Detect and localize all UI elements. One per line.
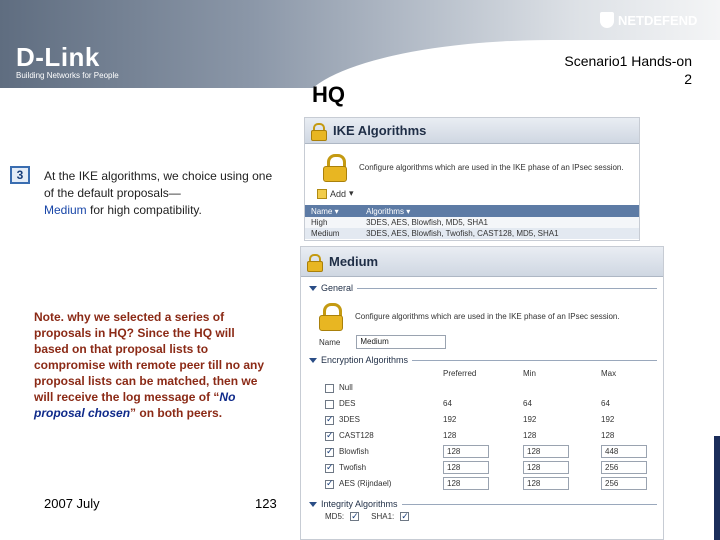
algorithm-max-value[interactable]: 448 [601,445,647,458]
algorithm-label: Blowfish [339,447,369,456]
algorithm-preferred-value: 128 [443,431,457,440]
algorithm-preferred-value: 64 [443,399,452,408]
panel-header [301,247,663,277]
note-part1: Note. why we selected a series of proposals in HQ? Since the HQ will based on that proposal lists to compromise with remote peer till no any proposal lists can be matched, then we will receive the log message of “ [34,310,265,404]
chevron-down-icon: ▾ [349,188,354,198]
algorithm-checkbox[interactable] [325,448,334,457]
name-label: Name [319,337,341,347]
algorithm-label: CAST128 [339,431,374,440]
algorithm-preferred-value[interactable]: 128 [443,461,489,474]
add-icon [317,189,327,199]
algorithm-preferred-value: 192 [443,415,457,424]
page-title: HQ [312,82,345,107]
panel-description-row [305,144,639,182]
note-part2: ” on both peers. [130,406,223,420]
integrity-row [301,509,663,521]
algorithm-max-value: 64 [601,399,610,408]
shield-icon [600,12,614,28]
page-number: 123 [255,496,277,511]
panel-description: Configure algorithms which are used in the IKE phase of an IPsec session. [359,162,624,172]
step-text-1: At the IKE algorithms, we choice using one of the default proposals— [44,169,273,200]
table-row[interactable] [305,228,639,239]
cell-algorithms: 3DES, AES, Blowfish, Twofish, CAST128, MD5, SHA1 [360,228,639,239]
add-button[interactable] [305,182,639,199]
note-paragraph [34,309,270,421]
section-label: General [321,283,354,293]
algorithm-min-value: 128 [523,431,537,440]
panel-description-row [301,293,663,331]
algorithm-label: Twofish [339,463,367,472]
lock-icon [305,253,323,271]
scenario-line1: Scenario1 Hands-on [564,53,692,69]
general-section-header[interactable] [301,277,663,293]
algorithm-max-value[interactable]: 256 [601,477,647,490]
algorithm-checkbox[interactable] [325,416,334,425]
encryption-algorithms-grid [301,365,663,493]
algorithm-checkbox[interactable] [325,384,334,393]
sha1-label: SHA1: [371,512,395,521]
ike-algorithms-panel [304,117,640,241]
algorithm-checkbox[interactable] [325,432,334,441]
divider [357,288,657,289]
column-header-name[interactable]: Name ▾ [305,205,360,217]
algorithm-label: Null [339,383,353,392]
collapse-icon [309,286,317,291]
algorithm-max-value: 128 [601,431,615,440]
scenario-line2: 2 [684,71,692,87]
algorithm-min-value: 64 [523,399,532,408]
integrity-section-header[interactable] [301,493,663,509]
divider [402,504,657,505]
footer-accent-bar [714,436,720,540]
algorithms-table [305,205,639,239]
md5-checkbox[interactable]: ✓ [351,511,359,521]
algorithm-min-value[interactable]: 128 [523,477,569,490]
algorithm-min-value[interactable]: 128 [523,461,569,474]
logo-text: D-Link [16,42,100,72]
add-label: Add [330,188,347,199]
step-instructions [44,168,279,219]
md5-label: MD5: [325,512,345,521]
panel-header [305,118,639,144]
algorithm-checkbox[interactable] [325,464,334,473]
footer-date: 2007 July [44,496,100,511]
encryption-section-header[interactable] [301,349,663,365]
scenario-title [564,52,692,88]
lock-icon [315,301,345,331]
algorithm-checkbox[interactable] [325,480,334,489]
algorithm-label: AES (Rijndael) [339,479,392,488]
sha1-checkbox[interactable]: ✓ [401,511,409,521]
dlink-logo [16,42,119,80]
step-text-2: for high compatibility. [86,203,202,217]
divider [412,360,657,361]
algorithm-preferred-value[interactable]: 128 [443,445,489,458]
section-label: Encryption Algorithms [321,355,409,365]
step-number-badge: 3 [10,166,30,184]
name-input[interactable]: Medium [356,335,446,349]
column-header-algorithms[interactable]: Algorithms ▾ [360,205,639,217]
cell-algorithms: 3DES, AES, Blowfish, MD5, SHA1 [360,217,639,228]
algorithm-max-value: 192 [601,415,615,424]
algorithm-label: DES [339,399,356,408]
step-highlight: Medium [44,203,87,217]
panel-title: IKE Algorithms [333,123,427,138]
algorithm-min-value[interactable]: 128 [523,445,569,458]
collapse-icon [309,358,317,363]
netdefend-brand [600,12,697,28]
medium-proposal-panel [300,246,664,540]
algorithm-label: 3DES [339,415,360,424]
netdefend-label: NETDEFEND [618,12,698,28]
name-field-row [301,331,663,349]
column-header-max: Max [601,369,617,378]
panel-title: Medium [329,254,379,269]
algorithm-preferred-value[interactable]: 128 [443,477,489,490]
section-label: Integrity Algorithms [321,499,398,509]
cell-name: Medium [305,228,360,239]
logo-tagline: Building Networks for People [16,71,119,80]
column-header-preferred: Preferred [443,369,477,378]
algorithm-max-value[interactable]: 256 [601,461,647,474]
lock-icon [309,122,327,140]
cell-name: High [305,217,360,228]
table-row[interactable] [305,217,639,228]
panel-description: Configure algorithms which are used in the IKE phase of an IPsec session. [355,311,620,321]
lock-icon [319,152,349,182]
algorithm-checkbox[interactable] [325,400,334,409]
algorithm-min-value: 192 [523,415,537,424]
note-emphasis: No proposal chosen [34,390,236,420]
collapse-icon [309,502,317,507]
column-header-min: Min [523,369,536,378]
